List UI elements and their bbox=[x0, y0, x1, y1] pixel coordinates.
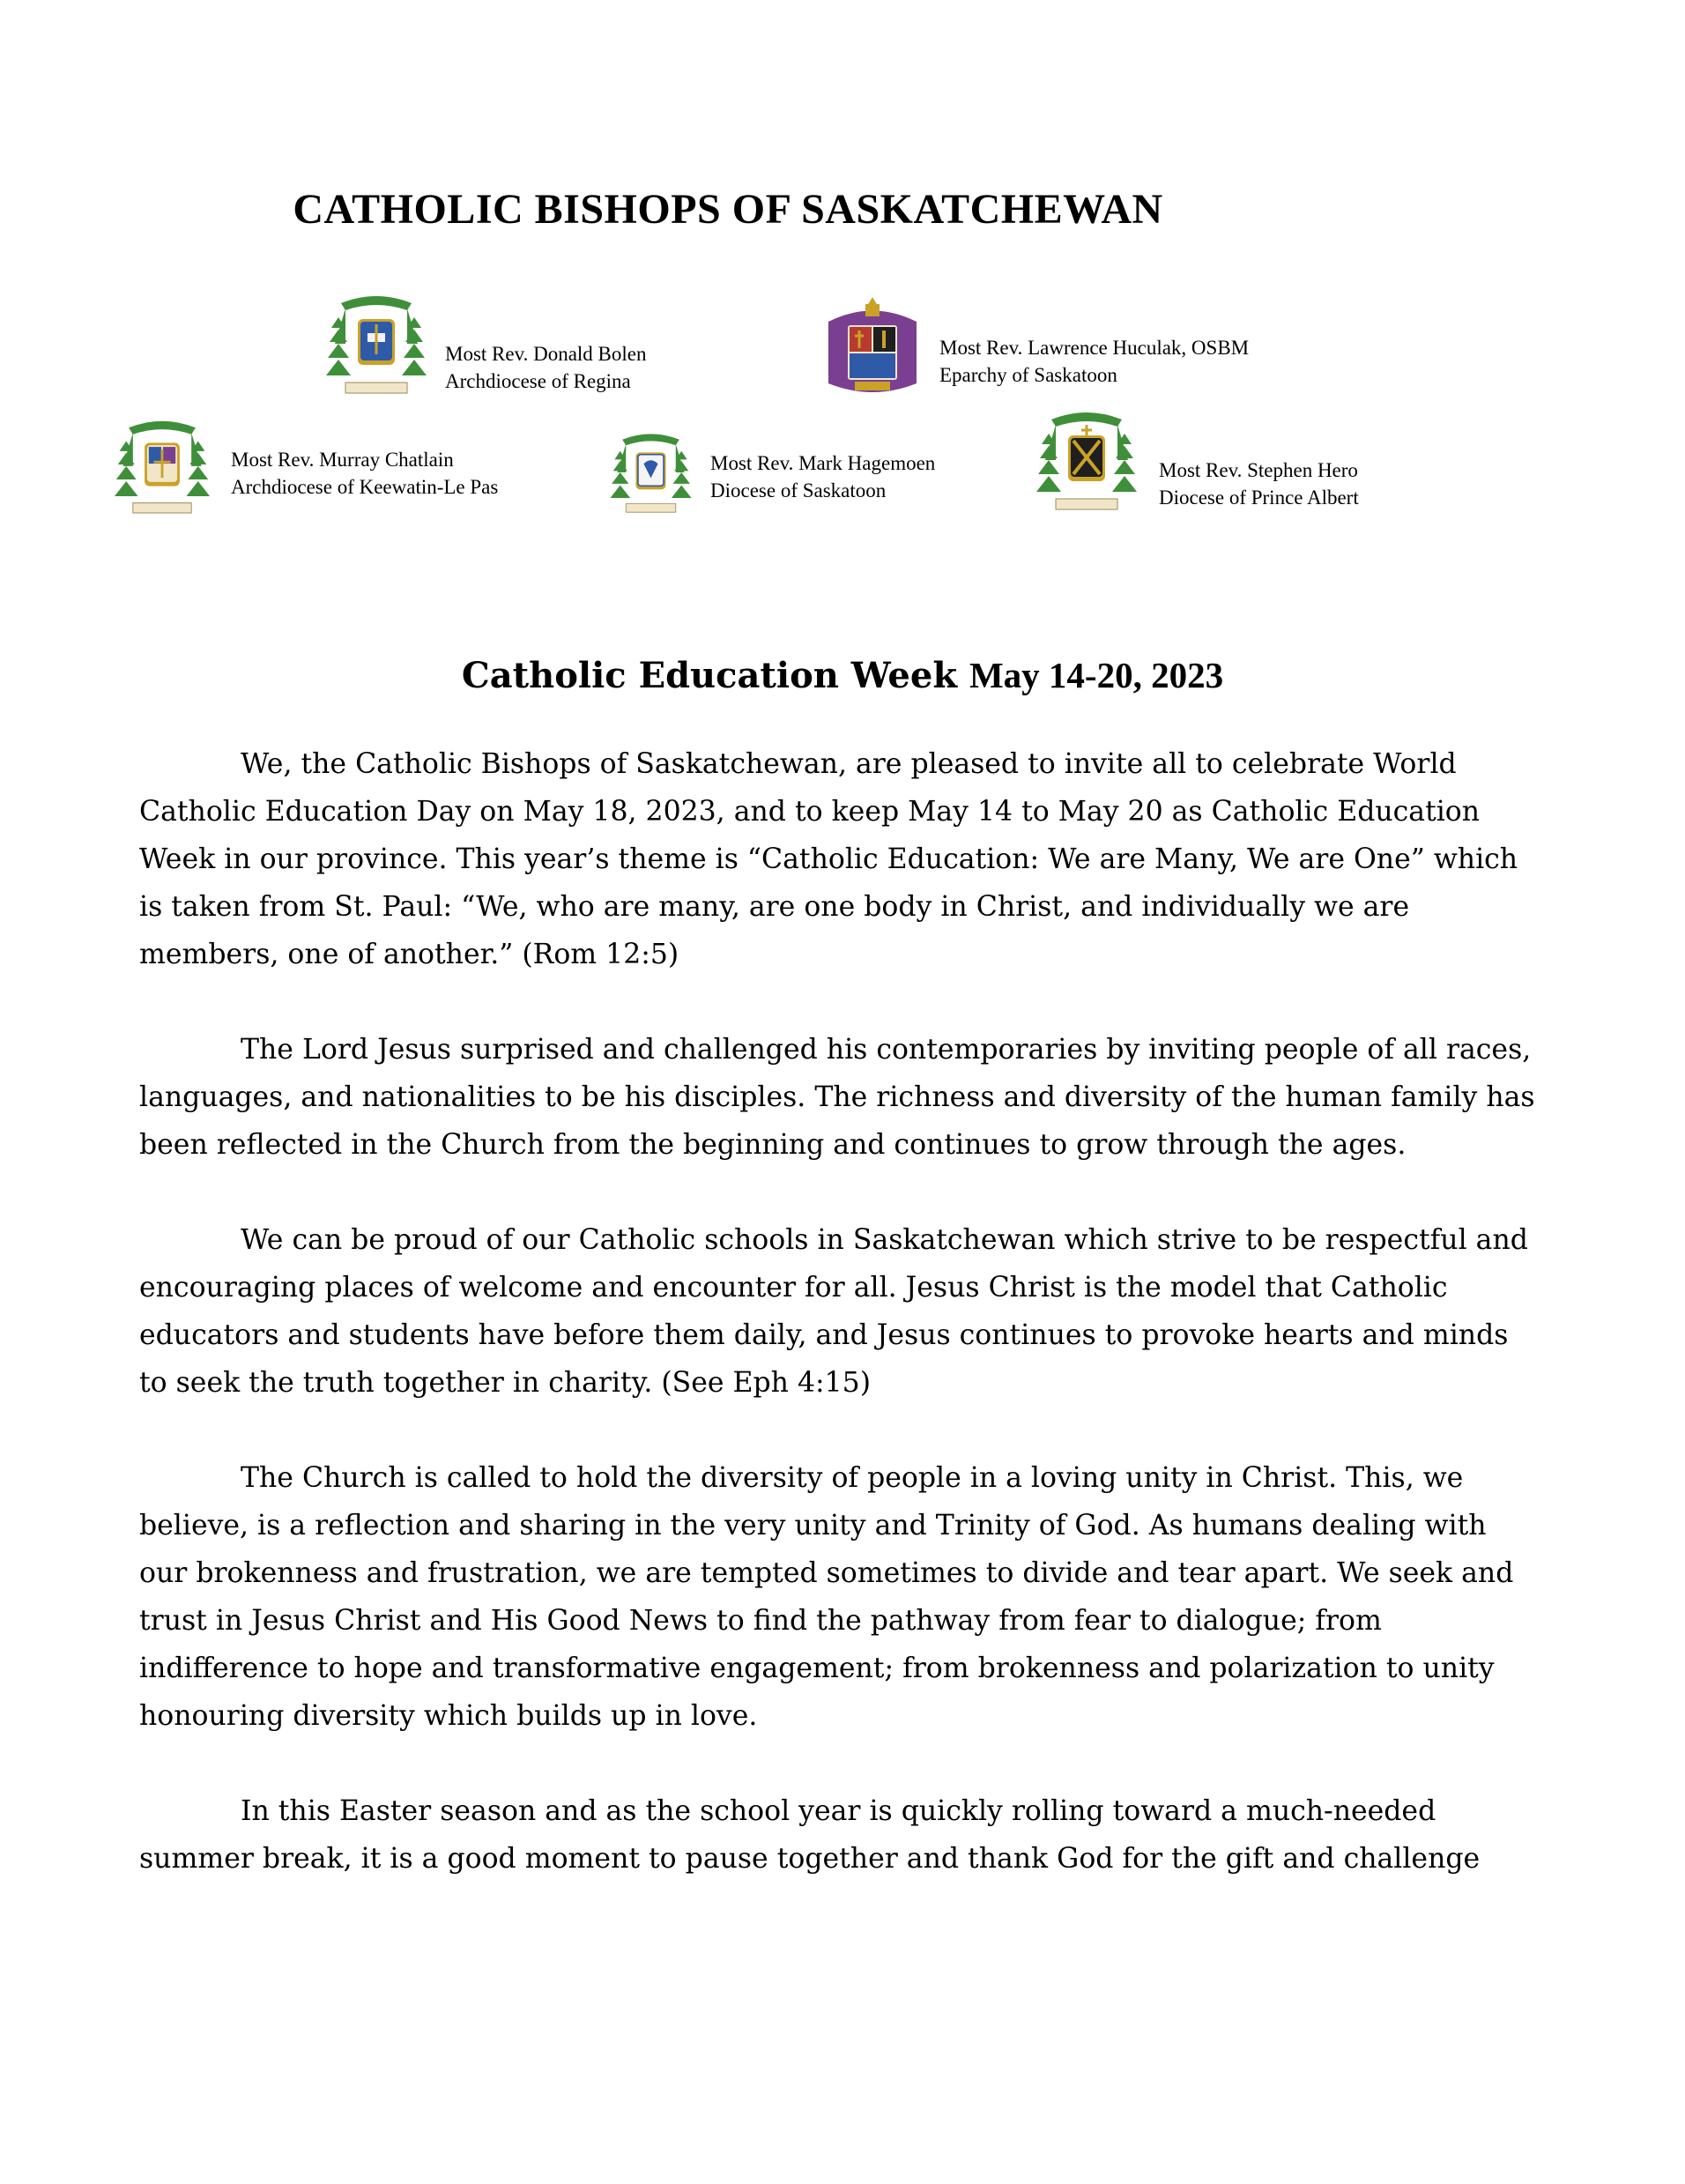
coat-of-arms-icon bbox=[104, 416, 220, 529]
bishop-see: Diocese of Prince Albert bbox=[1159, 487, 1359, 509]
bishop-name: Most Rev. Donald Bolen bbox=[445, 343, 647, 365]
paragraph: The Church is called to hold the diversity of people in a loving unity in Christ. This, we believe, is a reflection and sharing in the very unity and Trinity of God. As humans dealing with our brokenness and frustration, we are tempted sometimes to divide and tear apart. We seek and trust in Jesus Christ and His Good News to find the pathway from fear to dialogue; from indifference to hope and transformative engagement; from brokenness and polarization to unity honouring diversity which builds up in love. bbox=[139, 1462, 1514, 1732]
bishop-see: Archdiocese of Regina bbox=[445, 370, 631, 392]
coat-of-arms-icon bbox=[605, 416, 697, 539]
bishop-name: Most Rev. Lawrence Huculak, OSBM bbox=[939, 337, 1250, 359]
header-title: CATHOLIC BISHOPS OF SASKATCHEWAN bbox=[293, 186, 1163, 233]
coat-of-arms-icon bbox=[319, 291, 434, 410]
document-body bbox=[139, 740, 1540, 1930]
document-title-text: Catholic Education Week bbox=[461, 655, 958, 696]
document-title bbox=[0, 654, 1685, 696]
paragraph: We, the Catholic Bishops of Saskatchewan, are pleased to invite all to celebrate World Catholic Education Day on May 18, 2023, and to keep May 14 to May 20 as Catholic Education Week in our province. This year’s theme is “Catholic Education: We are Many, We are One” which is taken from St. Paul: “We, who are many, are one body in Christ, and individually we are members, one of another.” (Rom 12:5) bbox=[139, 748, 1518, 970]
bishop-name: Most Rev. Stephen Hero bbox=[1159, 459, 1358, 481]
coat-of-arms-icon bbox=[1029, 407, 1144, 526]
bishop-name: Most Rev. Murray Chatlain bbox=[231, 449, 454, 471]
bishop-see: Diocese of Saskatoon bbox=[710, 479, 887, 501]
paragraph: The Lord Jesus surprised and challenged his contemporaries by inviting people of all races, languages, and nationalities to be his disciples. The richness and diversity of the human family has been reflected in the Church from the beginning and continues to grow through the ages. bbox=[139, 1034, 1535, 1161]
paragraph: In this Easter season and as the school year is quickly rolling toward a much-needed summer break, it is a good moment to pause together and thank God for the gift and challenge bbox=[139, 1795, 1481, 1875]
bishop-see: Eparchy of Saskatoon bbox=[939, 364, 1117, 386]
document-date: May 14-20, 2023 bbox=[969, 655, 1224, 695]
bishop-name: Most Rev. Mark Hagemoen bbox=[710, 452, 936, 474]
coat-of-arms-icon bbox=[820, 295, 925, 405]
paragraph: We can be proud of our Catholic schools in Saskatchewan which strive to be respectful and encouraging places of welcome and encounter for all. Jesus Christ is the model that Catholic educators and students have before them daily, and Jesus continues to provoke hearts and minds to seek the truth together in charity. (See Eph 4:15) bbox=[139, 1224, 1528, 1399]
bishop-see: Archdiocese of Keewatin-Le Pas bbox=[231, 476, 499, 498]
